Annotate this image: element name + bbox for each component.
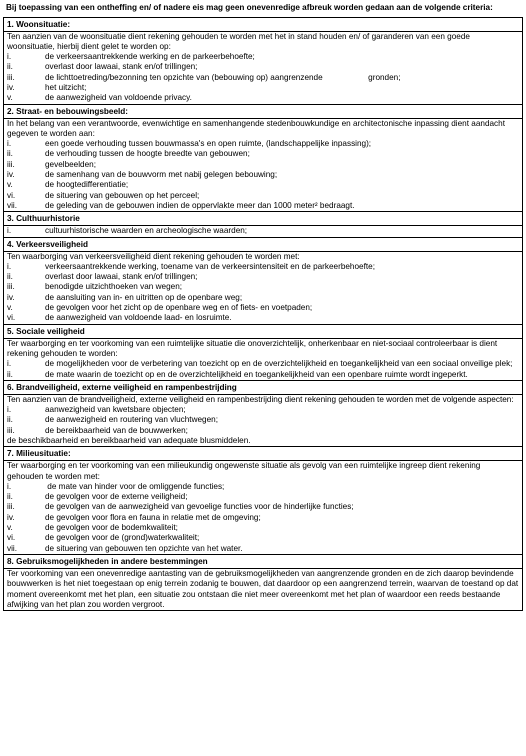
criterion-text: de aanwezigheid van voldoende privacy. bbox=[45, 93, 192, 103]
section-body bbox=[4, 118, 523, 212]
criterion-number: i. bbox=[7, 481, 12, 491]
section-body bbox=[4, 251, 523, 324]
section-body bbox=[4, 394, 523, 446]
criterion-number: v. bbox=[7, 93, 13, 103]
criterion-text: gevelbeelden; bbox=[45, 159, 96, 169]
section-body-row bbox=[4, 31, 523, 104]
criterion-number: iii. bbox=[7, 425, 15, 435]
section-body-row bbox=[4, 461, 523, 555]
criterion-number: ii. bbox=[7, 62, 13, 72]
criterion-text: de verkeersaantrekkende werking en de parkeerbehoefte; bbox=[45, 52, 255, 62]
criterion-item bbox=[7, 544, 519, 554]
criterion-item bbox=[7, 93, 519, 103]
criterion-item bbox=[7, 83, 519, 93]
criterion-text: de gevolgen voor de bodemkwaliteit; bbox=[45, 523, 178, 533]
criterion-text: de hoogtedifferentiatie; bbox=[45, 180, 129, 190]
section-body-row bbox=[4, 118, 523, 212]
criterion-text: benodigde uitzichthoeken van wegen; bbox=[45, 282, 183, 292]
criterion-item bbox=[7, 52, 519, 62]
section-body bbox=[4, 568, 523, 610]
criterion-text: de gevolgen voor flora en fauna in relatie met de omgeving; bbox=[45, 512, 261, 522]
criterion-number: i. bbox=[7, 52, 12, 62]
criterion-number: iii. bbox=[7, 282, 15, 292]
section-body-row bbox=[4, 226, 523, 237]
section-intro: In het belang van een verantwoorde, evenwichtige en samenhangende stedenbouwkundige en architectonische inpassing dient aandacht gegeven te worden aan: bbox=[7, 118, 505, 138]
criterion-number: i. bbox=[7, 261, 12, 271]
document bbox=[3, 2, 523, 611]
section-intro: Ten aanzien van de brandveiligheid, externe veiligheid en rampenbestrijding dient rekening gehouden te worden met de volgende aspecten: bbox=[7, 394, 514, 404]
criterion-item bbox=[7, 293, 519, 303]
section-title-row bbox=[4, 324, 523, 338]
criterion-number: iii. bbox=[7, 159, 15, 169]
criterion-text: de aansluiting van in- en uitritten op de openbare weg; bbox=[45, 292, 243, 302]
criterion-item bbox=[7, 62, 519, 72]
criterion-text: de gevolgen voor de externe veiligheid; bbox=[45, 492, 188, 502]
criterion-number: iii. bbox=[7, 502, 15, 512]
criterion-item bbox=[7, 533, 519, 543]
section-outro: de beschikbaarheid en bereikbaarheid van adequate blusmiddelen. bbox=[7, 436, 251, 445]
section-body bbox=[4, 31, 523, 104]
criterion-text: de gevolgen voor de (grond)waterkwaliteit; bbox=[45, 533, 200, 543]
criterion-text: de lichttoetreding/bezonning ten opzichte van (bebouwing op) aangrenzende gronden; bbox=[45, 72, 401, 82]
section-intro: Ter voorkoming van een onevenredige aantasting van de gebruiksmogelijkheden van aangrenzende gronden en de zich daarop bevindende bouwwerken is het niet toegestaan op enig terrein zodanig te bouwen, dat daardoor op een aangrenzend terrein, waarvan de toestand op dat moment overeenkomt met het plan, een situatie zou ontstaan die niet meer overeenkomt met het plan of waardoor een reeds bestaande afwijking van het plan zou worden vergroot. bbox=[7, 568, 519, 609]
criterion-number: v. bbox=[7, 523, 13, 533]
criterion-number: ii. bbox=[7, 272, 13, 282]
criterion-number: iv. bbox=[7, 82, 15, 92]
section-intro: Ter waarborging en ter voorkoming van een ruimtelijke situatie die onoverzichtelijk, onherkenbaar en niet-sociaal controleerbaar is dient rekening gehouden te worden: bbox=[7, 338, 498, 358]
criterion-item bbox=[7, 513, 519, 523]
criterion-number: v. bbox=[7, 303, 13, 313]
criterion-number: vii. bbox=[7, 543, 18, 553]
criterion-item bbox=[7, 226, 519, 236]
criterion-text: de geleding van de gebouwen indien de oppervlakte meer dan 1000 meter² bedraagt. bbox=[45, 200, 355, 210]
section-title-row bbox=[4, 104, 523, 118]
criterion-item bbox=[7, 370, 519, 380]
section-title: 8. Gebruiksmogelijkheden in andere bestemmingen bbox=[4, 554, 523, 568]
criterion-text: de samenhang van de bouwvorm met nabij gelegen bebouwing; bbox=[45, 170, 278, 180]
criterion-item bbox=[7, 359, 519, 369]
section-title: 5. Sociale veiligheid bbox=[4, 324, 523, 338]
section-intro: Ten aanzien van de woonsituatie dient rekening gehouden te worden met het in stand houden en/ of garanderen van een goede woonsituatie, hierbij dient gelet te worden op: bbox=[7, 31, 470, 51]
criterion-item bbox=[7, 492, 519, 502]
criterion-item bbox=[7, 191, 519, 201]
criterion-text: de gevolgen voor het zicht op de openbare weg en of fiets- en voetpaden; bbox=[45, 303, 313, 313]
criterion-number: ii. bbox=[7, 415, 13, 425]
section-title: 4. Verkeersveiligheid bbox=[4, 237, 523, 251]
criterion-item bbox=[7, 149, 519, 159]
section-title-row bbox=[4, 17, 523, 31]
criterion-text: overlast door lawaai, stank en/of trillingen; bbox=[45, 272, 198, 282]
criterion-item bbox=[7, 282, 519, 292]
section-title-row bbox=[4, 380, 523, 394]
criterion-number: ii. bbox=[7, 492, 13, 502]
section-title: 7. Milieusituatie: bbox=[4, 447, 523, 461]
section-title-row bbox=[4, 447, 523, 461]
section-intro: Ter waarborging en ter voorkoming van een milieukundig ongewenste situatie als gevolg van een ruimtelijke ingreep dient rekening gehouden te worden met: bbox=[7, 461, 481, 481]
criterion-item bbox=[7, 482, 519, 492]
criterion-item bbox=[7, 180, 519, 190]
section-body-row bbox=[4, 394, 523, 446]
criterion-item bbox=[7, 139, 519, 149]
criterion-item bbox=[7, 523, 519, 533]
criterion-item bbox=[7, 415, 519, 425]
criterion-item bbox=[7, 405, 519, 415]
criterion-item bbox=[7, 272, 519, 282]
section-title: 1. Woonsituatie: bbox=[4, 17, 523, 31]
section-body bbox=[4, 461, 523, 555]
section-title: 6. Brandveiligheid, externe veiligheid en rampenbestrijding bbox=[4, 380, 523, 394]
criterion-number: i. bbox=[7, 139, 12, 149]
criterion-item bbox=[7, 160, 519, 170]
criterion-number: vi. bbox=[7, 533, 16, 543]
criteria-table bbox=[3, 17, 523, 612]
criterion-item bbox=[7, 201, 519, 211]
section-title-row bbox=[4, 212, 523, 226]
criterion-text: het uitzicht; bbox=[45, 82, 87, 92]
section-title: 3. Culthuurhistorie bbox=[4, 212, 523, 226]
criterion-text: verkeersaantrekkende werking, toename van de verkeersintensiteit en de parkeerbehoefte; bbox=[45, 261, 375, 271]
section-body-row bbox=[4, 568, 523, 610]
criterion-text: de mogelijkheden voor de verbetering van toezicht op en de overzichtelijkheid en toegankelijkheid van een sociaal onveilige plek; bbox=[45, 359, 513, 369]
criterion-text: de aanwezigheid en routering van vluchtwegen; bbox=[45, 415, 218, 425]
criterion-number: i. bbox=[7, 405, 12, 415]
criterion-item bbox=[7, 303, 519, 313]
criterion-number: iv. bbox=[7, 512, 15, 522]
section-title-row bbox=[4, 554, 523, 568]
criterion-text: cultuurhistorische waarden en archeologische waarden; bbox=[45, 226, 248, 236]
section-intro: Ten waarborging van verkeersveiligheid dient rekening gehouden te worden met: bbox=[7, 251, 300, 261]
criterion-text: de verhouding tussen de hoogte breedte van gebouwen; bbox=[45, 149, 250, 159]
criterion-number: iii. bbox=[7, 72, 15, 82]
criterion-item bbox=[7, 426, 519, 436]
criterion-text: de situering van gebouwen op het perceel; bbox=[45, 190, 200, 200]
section-body-row bbox=[4, 251, 523, 324]
document-heading: Bij toepassing van een ontheffing en/ of nadere eis mag geen onevenredige afbreuk worden gedaan aan de volgende criteria: bbox=[6, 3, 493, 12]
criterion-number: vii. bbox=[7, 200, 18, 210]
criterion-text: de aanwezigheid van voldoende laad- en losruimte. bbox=[45, 313, 232, 323]
criterion-text: de mate waarin de toezicht op en de overzichtelijkheid en toegankelijkheid van een openbare ruimte wordt ingeperkt. bbox=[45, 369, 468, 379]
section-body bbox=[4, 338, 523, 380]
criterion-text: de situering van gebouwen ten opzichte van het water. bbox=[45, 543, 243, 553]
criterion-number: v. bbox=[7, 180, 13, 190]
section-title-row bbox=[4, 237, 523, 251]
criterion-text: een goede verhouding tussen bouwmassa's en open ruimte, (landschappelijke inpassing); bbox=[45, 139, 372, 149]
criterion-number: ii. bbox=[7, 149, 13, 159]
criterion-text: de mate van hinder voor de omliggende functies; bbox=[45, 481, 225, 491]
criterion-number: vi. bbox=[7, 313, 16, 323]
criterion-text: de bereikbaarheid van de bouwwerken; bbox=[45, 425, 188, 435]
criterion-item bbox=[7, 502, 519, 512]
criterion-item bbox=[7, 73, 519, 83]
criterion-item bbox=[7, 170, 519, 180]
criterion-number: ii. bbox=[7, 369, 13, 379]
criterion-number: iv. bbox=[7, 292, 15, 302]
criterion-number: vi. bbox=[7, 190, 16, 200]
criterion-number: i. bbox=[7, 226, 12, 236]
criterion-number: iv. bbox=[7, 170, 15, 180]
section-body bbox=[4, 226, 523, 237]
section-body-row bbox=[4, 338, 523, 380]
criterion-number: i. bbox=[7, 359, 12, 369]
section-title: 2. Straat- en bebouwingsbeeld: bbox=[4, 104, 523, 118]
criterion-item bbox=[7, 313, 519, 323]
criterion-text: overlast door lawaai, stank en/of trillingen; bbox=[45, 62, 198, 72]
criterion-item bbox=[7, 262, 519, 272]
criterion-text: aanwezigheid van kwetsbare objecten; bbox=[45, 405, 186, 415]
criterion-text: de gevolgen van de aanwezigheid van gevoelige functies voor de hinderlijke functies; bbox=[45, 502, 354, 512]
